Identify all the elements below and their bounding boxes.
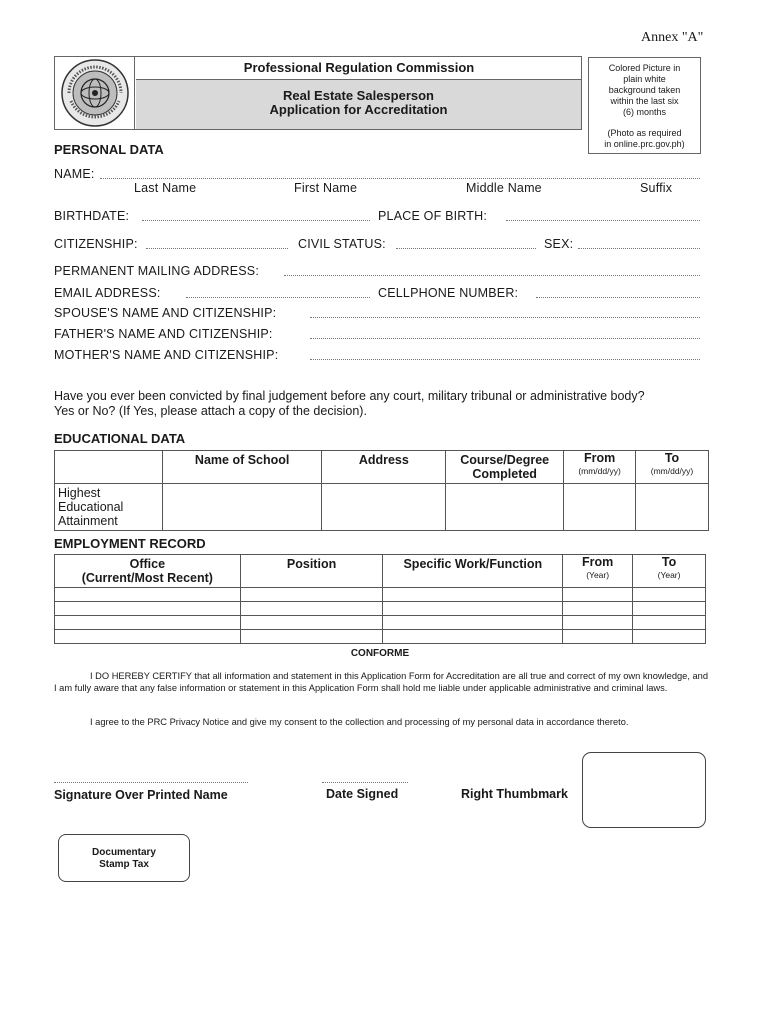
emp-cell[interactable] [240, 602, 383, 616]
first-name-caption: First Name [294, 181, 358, 195]
date-signed-label: Date Signed [326, 787, 399, 801]
cellphone-label: CELLPHONE NUMBER: [378, 286, 519, 300]
col-edu-from: From (mm/dd/yy) [564, 451, 636, 484]
emp-cell[interactable] [633, 630, 706, 644]
form-title-line2: Application for Accreditation [269, 102, 448, 117]
photo-instruction-1: Colored Picture in [608, 63, 681, 73]
certification-text: I DO HEREBY CERTIFY that all information and statement in this Application Form for Accreditation are all true and correct of my own knowledge, and I am fully aware that any false information or statement in this Application Form shall hold me liable under applicable administrative and criminal laws. [54, 671, 709, 693]
employment-row [55, 588, 706, 602]
cellphone-field[interactable] [536, 297, 700, 298]
edu-from-cell[interactable] [564, 484, 636, 531]
col-address: Address [322, 451, 446, 484]
conviction-line-2: Yes or No? (If Yes, please attach a copy of the decision). [54, 404, 367, 418]
spouse-label: SPOUSE'S NAME AND CITIZENSHIP: [54, 306, 277, 320]
stamp-line-1: Documentary [92, 847, 156, 858]
stamp-line-2: Stamp Tax [99, 859, 149, 870]
commission-name: Professional Regulation Commission [243, 60, 475, 75]
education-table [54, 450, 709, 531]
thumbmark-label: Right Thumbmark [461, 787, 568, 801]
col-course-degree: Course/Degree Completed [446, 451, 564, 484]
middle-name-caption: Middle Name [466, 181, 542, 195]
spouse-field[interactable] [310, 317, 700, 318]
place-of-birth-label: PLACE OF BIRTH: [378, 209, 488, 223]
documentary-stamp-box [58, 834, 190, 882]
mailing-address-label: PERMANENT MAILING ADDRESS: [54, 264, 260, 278]
emp-cell[interactable] [563, 630, 633, 644]
school-cell[interactable] [162, 484, 322, 531]
emp-cell[interactable] [240, 588, 383, 602]
emp-cell[interactable] [563, 616, 633, 630]
sex-label: SEX: [544, 237, 574, 251]
photo-instruction-2: plain white [623, 74, 666, 84]
emp-cell[interactable] [383, 602, 563, 616]
employment-row [55, 616, 706, 630]
emp-cell[interactable] [55, 602, 241, 616]
privacy-consent-text: I agree to the PRC Privacy Notice and give my consent to the collection and processing of my personal data in accordance thereto. [90, 717, 629, 727]
name-field[interactable] [100, 178, 700, 179]
conforme-heading: CONFORME [350, 648, 410, 659]
civil-status-label: CIVIL STATUS: [298, 237, 386, 251]
photo-instruction-3: background taken [608, 85, 681, 95]
birthdate-label: BIRTHDATE: [54, 209, 130, 223]
employment-row [55, 630, 706, 644]
educational-data-heading: EDUCATIONAL DATA [54, 431, 186, 446]
course-cell[interactable] [446, 484, 564, 531]
suffix-caption: Suffix [640, 181, 673, 195]
signature-line[interactable] [54, 782, 248, 783]
emp-cell[interactable] [633, 588, 706, 602]
photo-note-1: (Photo as required [607, 128, 682, 138]
conviction-question [54, 389, 744, 419]
mother-label: MOTHER'S NAME AND CITIZENSHIP: [54, 348, 279, 362]
seal-area [55, 57, 135, 129]
emp-cell[interactable] [55, 588, 241, 602]
emp-cell[interactable] [240, 630, 383, 644]
date-signed-line[interactable] [322, 782, 408, 783]
col-emp-to: To (Year) [633, 555, 706, 588]
annex-label: Annex "A" [641, 30, 704, 45]
photo-instruction-4: within the last six [610, 96, 679, 106]
signature-label: Signature Over Printed Name [54, 788, 228, 802]
col-name-of-school: Name of School [162, 451, 322, 484]
employment-row [55, 602, 706, 616]
emp-cell[interactable] [563, 602, 633, 616]
education-corner-cell [55, 451, 163, 484]
email-label: EMAIL ADDRESS: [54, 286, 161, 300]
col-specific-function: Specific Work/Function [383, 555, 563, 588]
emp-cell[interactable] [383, 616, 563, 630]
photo-box [588, 57, 701, 154]
col-edu-to: To (mm/dd/yy) [636, 451, 709, 484]
emp-cell[interactable] [55, 616, 241, 630]
place-of-birth-field[interactable] [506, 220, 700, 221]
sex-field[interactable] [578, 248, 700, 249]
mother-field[interactable] [310, 359, 700, 360]
emp-cell[interactable] [383, 588, 563, 602]
email-field[interactable] [186, 297, 370, 298]
prc-seal-icon [55, 57, 135, 129]
mailing-address-field[interactable] [284, 275, 700, 276]
father-field[interactable] [310, 338, 700, 339]
col-office: Office (Current/Most Recent) [55, 555, 241, 588]
emp-cell[interactable] [55, 630, 241, 644]
father-label: FATHER'S NAME AND CITIZENSHIP: [54, 327, 273, 341]
photo-instruction-5: (6) months [622, 107, 666, 117]
civil-status-field[interactable] [396, 248, 536, 249]
highest-attainment-label: Highest Educational Attainment [55, 484, 163, 531]
conviction-line-1: Have you ever been convicted by final judgement before any court, military tribunal or administrative body? [54, 389, 645, 403]
birthdate-field[interactable] [142, 220, 370, 221]
emp-cell[interactable] [563, 588, 633, 602]
emp-cell[interactable] [633, 616, 706, 630]
employment-table [54, 554, 706, 644]
personal-data-heading: PERSONAL DATA [54, 142, 164, 157]
address-cell[interactable] [322, 484, 446, 531]
thumbmark-box[interactable] [582, 752, 706, 828]
form-title-line1: Real Estate Salesperson [282, 88, 435, 103]
last-name-caption: Last Name [134, 181, 197, 195]
citizenship-field[interactable] [146, 248, 288, 249]
employment-record-heading: EMPLOYMENT RECORD [54, 536, 206, 551]
citizenship-label: CITIZENSHIP: [54, 237, 138, 251]
edu-to-cell[interactable] [636, 484, 709, 531]
col-emp-from: From (Year) [563, 555, 633, 588]
col-position: Position [240, 555, 383, 588]
emp-cell[interactable] [633, 602, 706, 616]
photo-note-2: in online.prc.gov.ph) [604, 139, 685, 149]
emp-cell[interactable] [383, 630, 563, 644]
name-label: NAME: [54, 167, 95, 181]
emp-cell[interactable] [240, 616, 383, 630]
